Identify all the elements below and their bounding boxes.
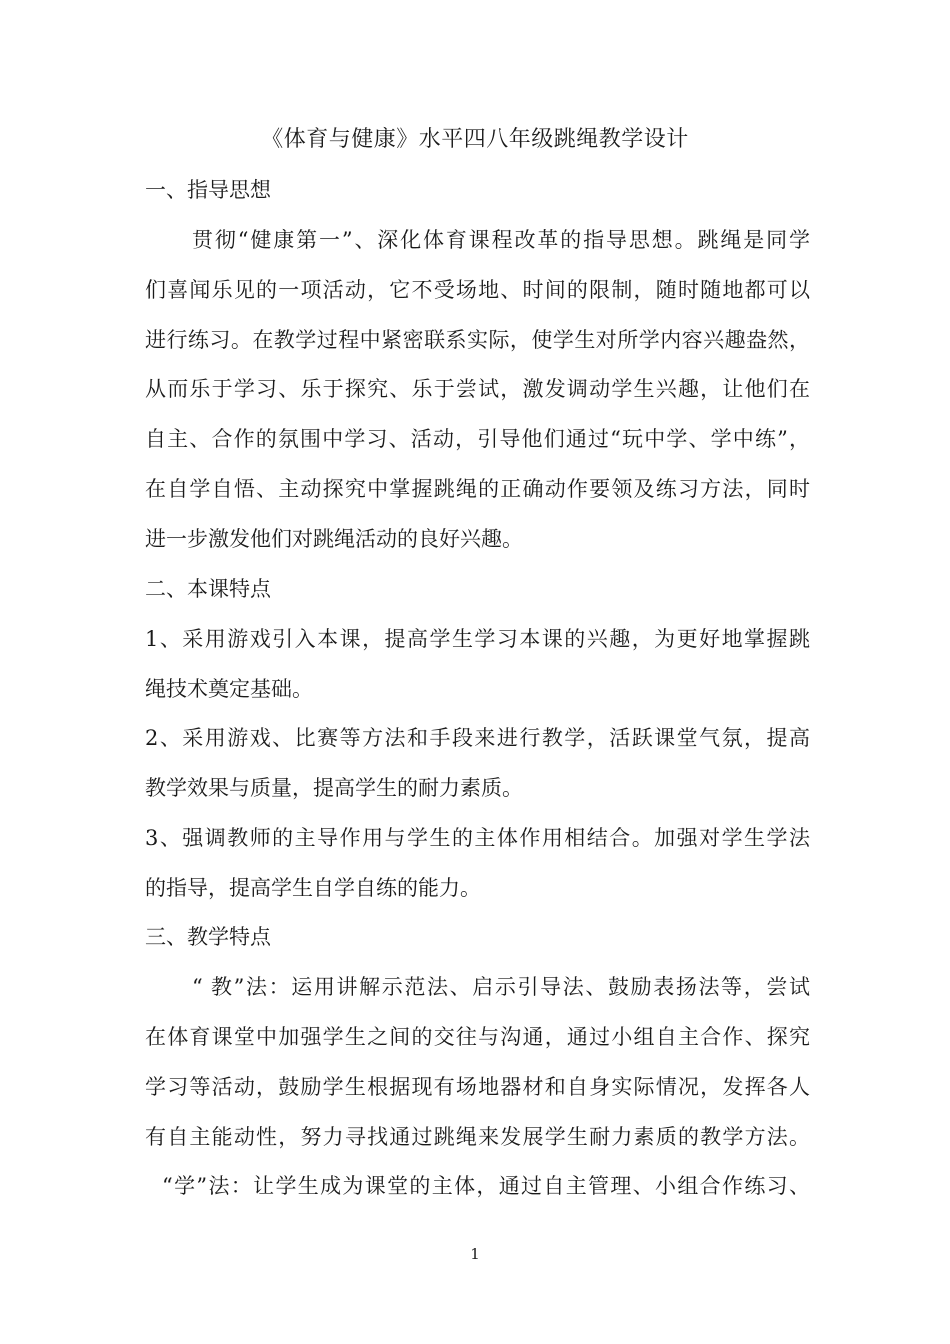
list-item-line: 的指导，提高学生自学自练的能力。 bbox=[145, 876, 481, 900]
list-item-line: 绳技术奠定基础。 bbox=[145, 677, 313, 701]
paragraph-line: 学习等活动，鼓励学生根据现有场地器材和自身实际情况，发挥各人 bbox=[145, 1075, 810, 1099]
paragraph-line: “ 教”法：运用讲解示范法、启示引导法、鼓励表扬法等，尝试 bbox=[192, 975, 810, 999]
list-item-line: 教学效果与质量，提高学生的耐力素质。 bbox=[145, 776, 523, 800]
list-item-line: 3、强调教师的主导作用与学生的主体作用相结合。加强对学生学法 bbox=[145, 826, 810, 850]
paragraph-line: 进行练习。在教学过程中紧密联系实际，使学生对所学内容兴趣盎然， bbox=[145, 328, 810, 352]
paragraph-line: 在体育课堂中加强学生之间的交往与沟通，通过小组自主合作、探究 bbox=[145, 1025, 810, 1049]
paragraph-line: “学”法：让学生成为课堂的主体，通过自主管理、小组合作练习、 bbox=[162, 1174, 810, 1198]
paragraph-line: 在自学自悟、主动探究中掌握跳绳的正确动作要领及练习方法，同时 bbox=[145, 477, 810, 501]
section-heading-course-features: 二、本课特点 bbox=[145, 577, 271, 601]
list-item-line: 1、采用游戏引入本课，提高学生学习本课的兴趣，为更好地掌握跳 bbox=[145, 627, 810, 651]
paragraph-line: 有自主能动性，努力寻找通过跳绳来发展学生耐力素质的教学方法。 bbox=[145, 1125, 810, 1149]
paragraph-line: 们喜闻乐见的一项活动，它不受场地、时间的限制，随时随地都可以 bbox=[145, 278, 810, 302]
paragraph-line: 从而乐于学习、乐于探究、乐于尝试，激发调动学生兴趣，让他们在 bbox=[145, 377, 810, 401]
page-number: 1 bbox=[470, 1245, 480, 1263]
section-heading-teaching-features: 三、教学特点 bbox=[145, 925, 271, 949]
document-title: 《体育与健康》水平四八年级跳绳教学设计 bbox=[261, 127, 689, 152]
paragraph-line: 贯彻“健康第一”、深化体育课程改革的指导思想。跳绳是同学 bbox=[192, 228, 810, 252]
paragraph-line: 自主、合作的氛围中学习、活动，引导他们通过“玩中学、学中练”， bbox=[145, 427, 810, 451]
paragraph-line: 进一步激发他们对跳绳活动的良好兴趣。 bbox=[145, 527, 523, 551]
section-heading-guiding-ideology: 一、指导思想 bbox=[145, 178, 271, 202]
list-item-line: 2、采用游戏、比赛等方法和手段来进行教学，活跃课堂气氛，提高 bbox=[145, 726, 810, 750]
